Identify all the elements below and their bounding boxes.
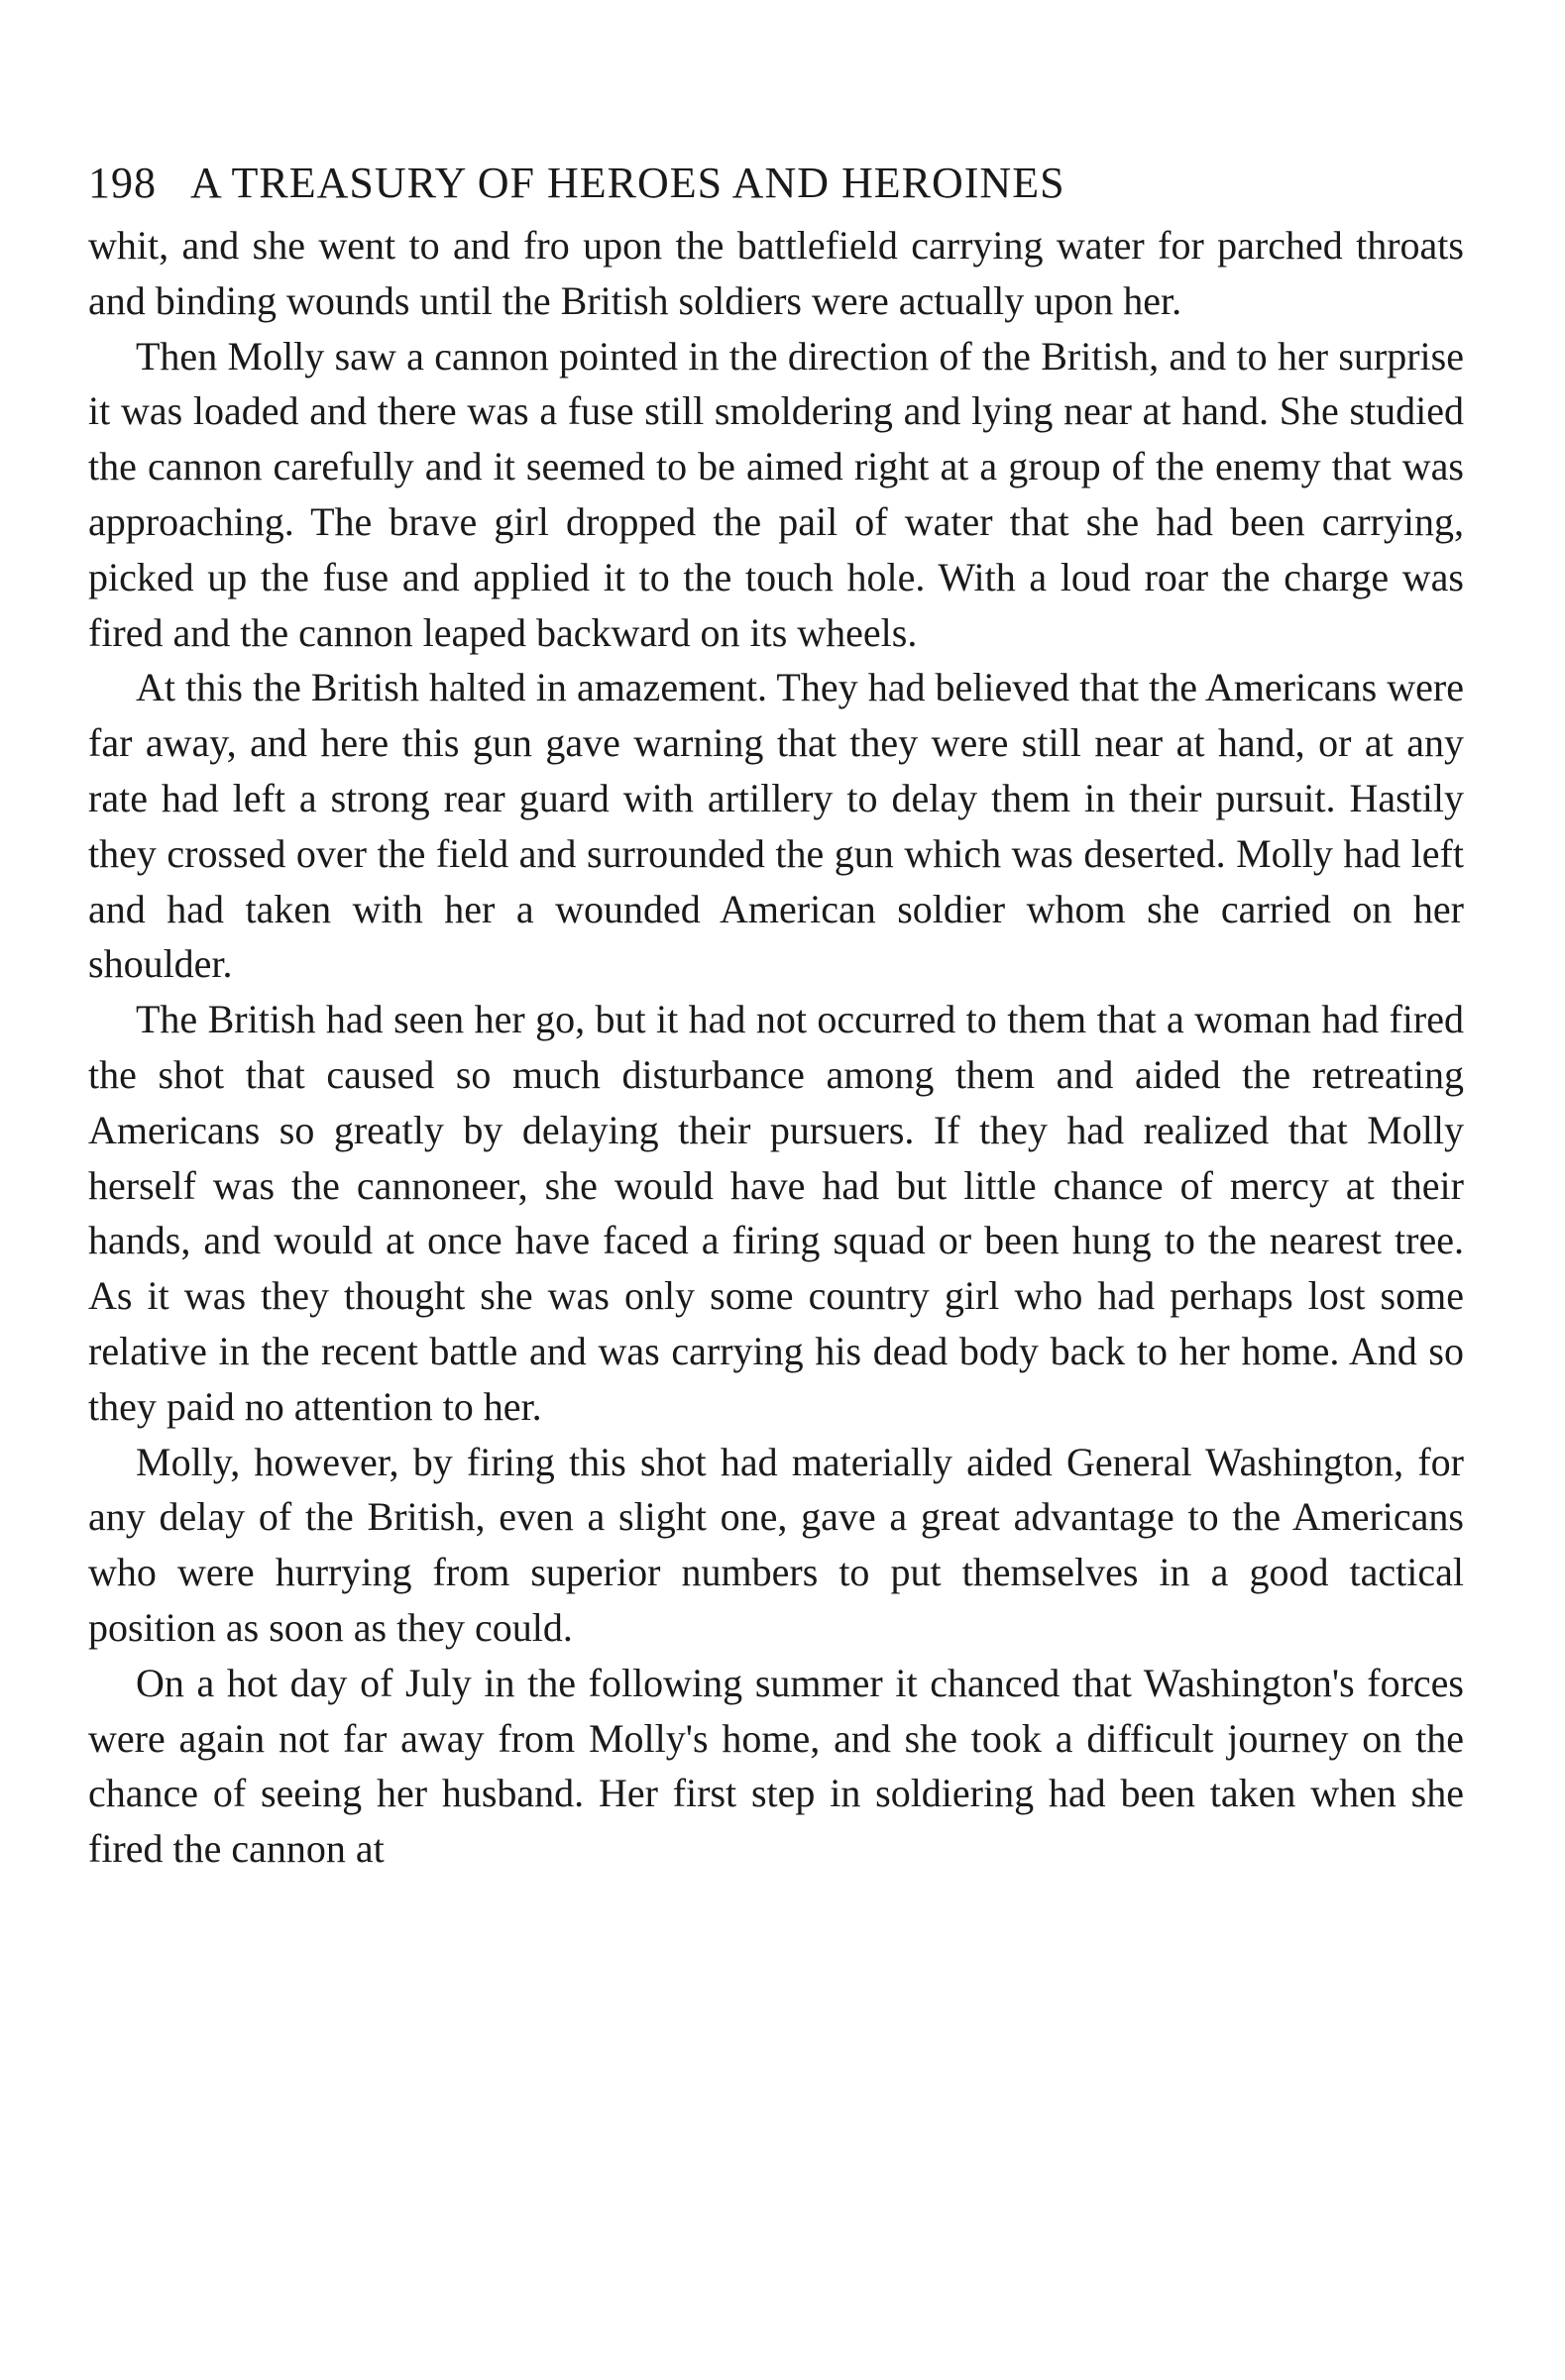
paragraph: On a hot day of July in the following summer it chanced that Washington's forces were again not far away from Molly's home, and she took a difficult journey on the chance of seeing her husband. Her first step in soldiering had been taken when she fired the cannon at: [88, 1660, 1464, 1872]
body-text: [88, 218, 1464, 1877]
running-header: [88, 149, 1464, 218]
running-title: A TREASURY OF HEROES AND HEROINES: [190, 159, 1065, 207]
paragraph: At this the British halted in amazement. They had believed that the Americans were far away, and here this gun gave warning that they were still near at hand, or at any rate had left a strong rear guard with artillery to delay them in their pursuit. Hastily they crossed over the field and surrounded the gun which was deserted. Molly had left and had taken with her a wounded American soldier whom she carried on her shoulder.: [88, 665, 1464, 987]
book-page: [88, 149, 1464, 1877]
paragraph: Molly, however, by firing this shot had materially aided General Washington, for any delay of the British, even a slight one, gave a great advantage to the Americans who were hurrying from superior numbers to put themselves in a good tactical position as soon as they could.: [88, 1439, 1464, 1650]
paragraph-continuation: whit, and she went to and fro upon the battlefield carrying water for parched throats and binding wounds until the British soldiers were actually upon her.: [88, 223, 1464, 323]
page-number: 198: [88, 159, 157, 207]
paragraph: Then Molly saw a cannon pointed in the direction of the British, and to her surprise it was loaded and there was a fuse still smoldering and lying near at hand. She studied the cannon carefully and it seemed to be aimed right at a group of the enemy that was approaching. The brave girl dropped the pail of water that she had been carrying, picked up the fuse and applied it to the touch hole. With a loud roar the charge was fired and the cannon leaped backward on its wheels.: [88, 333, 1464, 655]
paragraph: The British had seen her go, but it had not occurred to them that a woman had fired the shot that caused so much disturbance among them and aided the retreating Americans so greatly by delaying their pursuers. If they had realized that Molly herself was the cannoneer, she would have had but little chance of mercy at their hands, and would at once have faced a firing squad or been hung to the nearest tree. As it was they thought she was only some country girl who had perhaps lost some relative in the recent battle and was carrying his dead body back to her home. And so they paid no attention to her.: [88, 997, 1464, 1429]
